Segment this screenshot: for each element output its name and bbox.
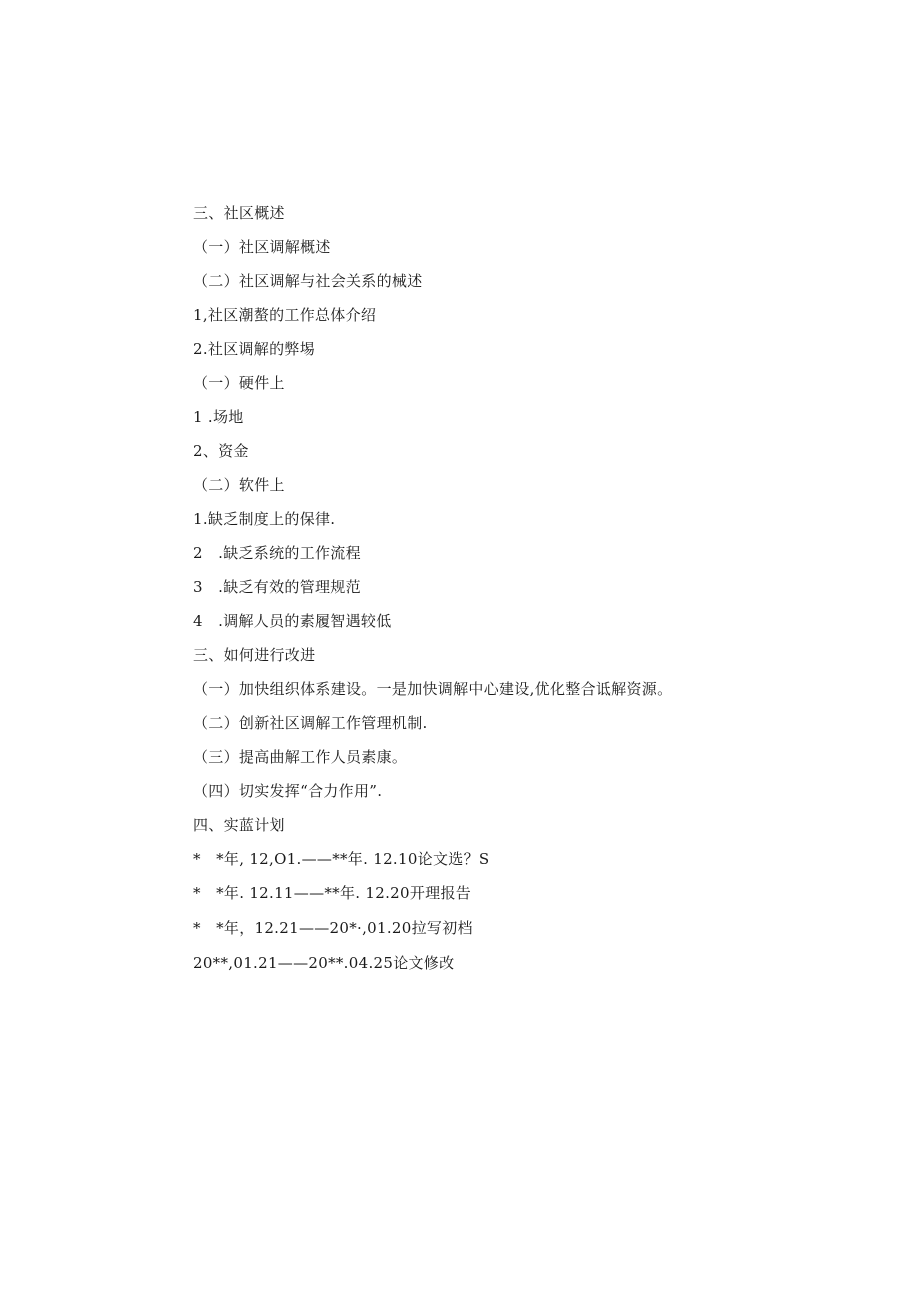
schedule-item-4: 20**,01.21——20**.04.25论文修改 [193,954,455,972]
subheading-software: （二）软件上 [193,476,285,494]
improvement-item-2: （二）创新社区调解工作管理机制. [193,714,428,732]
item-staff-quality-low: 4 .调解人员的素履智遇较低 [193,612,392,630]
item-venue: 1 .场地 [193,408,244,426]
subheading-hardware: （一）硬件上 [193,374,285,392]
improvement-item-3: （三）提高曲解工作人员素康。 [193,748,408,766]
item-lack-of-institutional-guarantee: 1.缺乏制度上的保律. [193,510,336,528]
item-lack-of-management-norms: 3 .缺乏有效的管理规范 [193,578,361,596]
schedule-item-1: * *年, 12,O1.——**年. 12.10论文选？S [193,850,490,868]
section-heading-community-overview: 三、社区概述 [193,204,285,222]
subheading-mediation-overview: （一）社区调解概述 [193,238,331,256]
item-funding: 2、资金 [193,442,249,460]
item-lack-of-workflow: 2 .缺乏系统的工作流程 [193,544,361,562]
improvement-item-4: （四）切实发挥“合力作用”. [193,782,383,800]
improvement-item-1: （一）加快组织体系建设。一是加快调解中心建设,优化整合诋解资源。 [193,680,673,698]
item-mediation-drawbacks: 2.社区调解的弊埸 [193,340,316,358]
item-general-introduction: 1,社区潮螯的工作总体介绍 [193,306,377,324]
subheading-mediation-social-relations: （二）社区调解与社会关系的械述 [193,272,423,290]
schedule-item-3: * *年，12.21——20*·,01.20拉写初档 [193,919,473,937]
schedule-item-2: * *年. 12.11——**年. 12.20开理报告 [193,884,472,902]
section-heading-implementation-plan: 四、实蓝计划 [193,816,285,834]
section-heading-improvements: 三、如何进行改进 [193,646,316,664]
